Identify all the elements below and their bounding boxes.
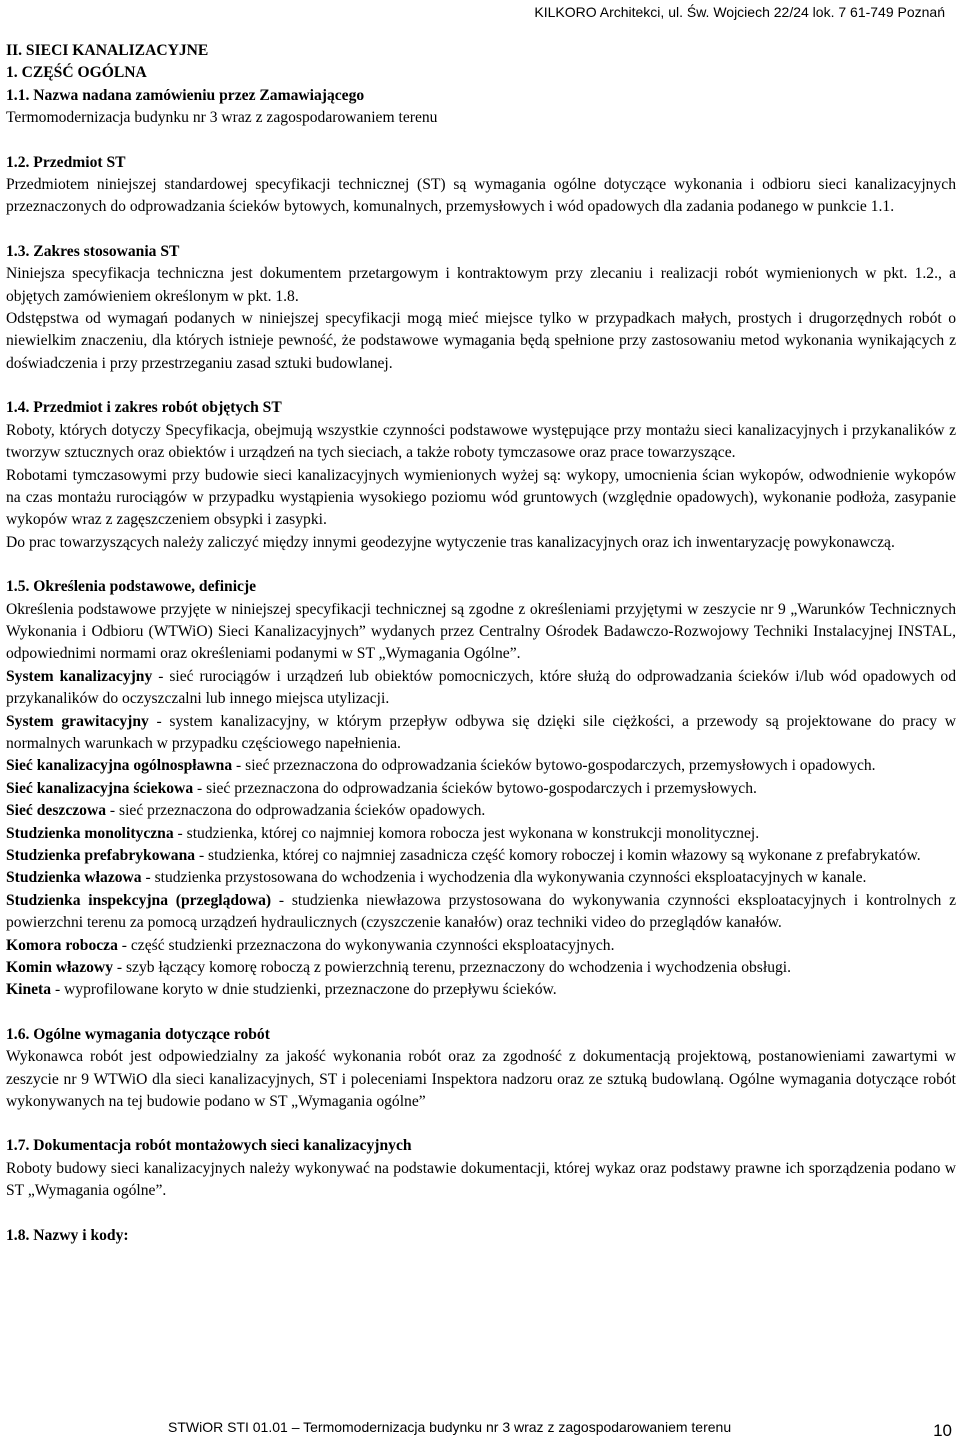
- section-title-1-1: 1.1. Nazwa nadana zamówieniu przez Zamawiającego: [6, 86, 365, 104]
- definition-term: Sieć kanalizacyjna ogólnospławna: [6, 757, 233, 775]
- definition-term: System grawitacyjny: [6, 712, 149, 730]
- section-1-4-text-3: Do prac towarzyszących należy zaliczyć między innymi geodezyjne wytyczenie tras kanalizacyjnych oraz ich inwentaryzację powykonawczą.: [6, 533, 895, 551]
- definition-desc: - wyprofilowane koryto w dnie studzienki, przeznaczone do przepływu ścieków.: [51, 981, 557, 999]
- page-footer: STWiOR STI 01.01 – Termomodernizacja budynku nr 3 wraz z zagospodarowaniem terenu: [168, 1419, 732, 1435]
- definition-term: Studzienka włazowa: [6, 869, 142, 887]
- definition-term: Sieć deszczowa: [6, 802, 107, 820]
- definition-item: [6, 778, 956, 800]
- definition-desc: - sieć przeznaczona do odprowadzania ścieków bytowo-gospodarczych, przemysłowych i opadowych.: [232, 757, 876, 775]
- definition-term: Komin włazowy: [6, 959, 113, 977]
- definitions-list: [6, 666, 956, 1002]
- definition-desc: - sieć rurociągów i urządzeń lub obiektów pomocniczych, które służą do odprowadzania ścieków i/lub wód opadowych od przykanalików do oczyszczalni lub innego miejsca utylizacji.: [6, 667, 956, 708]
- definition-item: [6, 666, 956, 711]
- section-title-1: 1. CZĘŚĆ OGÓLNA: [6, 64, 147, 82]
- definition-desc: - studzienka, której co najmniej zasadnicza część komory roboczej i komin włazowy są wykonane z prefabrykatów.: [195, 847, 921, 864]
- definition-term: System kanalizacyjny: [6, 667, 153, 685]
- definition-desc: - szyb łączący komorę roboczą z powierzchnią terenu, przeznaczony do wchodzenia i wychodzenia obsługi.: [113, 959, 792, 977]
- definition-desc: - system kanalizacyjny, w którym przepływ odbywa się dzięki sile ciężkości, a przewody są projektowane do pracy w normalnych warunkach w przypadku częściowego napełnienia.: [6, 712, 956, 752]
- definition-term: Komora robocza: [6, 936, 118, 954]
- page-header: KILKORO Architekci, ul. Św. Wojciech 22/24 lok. 7 61-749 Poznań: [534, 4, 945, 20]
- section-1-5-text: Określenia podstawowe przyjęte w niniejszej specyfikacji technicznej są zgodne z określeniami przyjętymi w zeszycie nr 9 „Warunków Technicznych Wykonania i Odbioru (WTWiO) Sieci Kanalizacyjnych” wydanych przez Centralny Ośrodek Badawczo-Rozwojowy Techniki Instalacyjnej INSTAL, odpowiednimi normami oraz określeniami podanymi w ST „Wymagania Ogólne”.: [6, 600, 956, 663]
- page-number: 10: [933, 1421, 952, 1440]
- definition-item: [6, 979, 956, 1001]
- definition-item: [6, 845, 956, 867]
- definition-term: Sieć kanalizacyjna ściekowa: [6, 779, 194, 797]
- definition-item: [6, 890, 956, 935]
- definition-item: [6, 867, 956, 889]
- section-1-3-text-1: Niniejsza specyfikacja techniczna jest dokumentem przetargowym i kontraktowym przy zlecaniu i realizacji robót wymienionych w pkt. 1.2., a objętych zamówieniem określonym w pkt. 1.8.: [6, 265, 956, 305]
- definition-item: [6, 935, 956, 957]
- section-1-2-text: Przedmiotem niniejszej standardowej specyfikacji technicznej (ST) są wymagania ogólne dotyczące wykonania i odbioru sieci kanalizacyjnych przeznaczonych do odprowadzania ścieków bytowych, komunalnych, przemysłowych i wód opadowych dla zadania podanego w punkcie 1.1.: [6, 176, 956, 216]
- section-1-6-text: Wykonawca robót jest odpowiedzialny za jakość wykonania robót oraz za zgodność z dokumentacją projektową, postanowieniami zawartymi w zeszycie nr 9 WTWiO dla sieci kanalizacyjnych, ST i poleceniami Inspektora nadzoru oraz ze sztuką budowlaną. Ogólne wymagania dotyczące robót wykonywanych na tej budowie podano w ST „Wymagania ogólne”: [6, 1048, 956, 1111]
- definition-item: [6, 800, 956, 822]
- section-title-1-5: 1.5. Określenia podstawowe, definicje: [6, 578, 257, 596]
- definition-term: Studzienka inspekcyjna (przeglądowa): [6, 891, 272, 909]
- section-title-main: II. SIECI KANALIZACYJNE: [6, 42, 209, 59]
- definition-desc: - sieć przeznaczona do odprowadzania ścieków bytowo-gospodarczych i przemysłowych.: [193, 779, 757, 797]
- section-1-3-text-2: Odstępstwa od wymagań podanych w niniejszej specyfikacji mogą mieć miejsce tylko w przypadkach małych, prostych i drugorzędnych robót o niewielkim znaczeniu, dla których istnieje pewność, że podstawowe wymagania będą spełnione przy zastosowaniu metod wykonania wynikających z doświadczenia i przy przestrzeganiu zasad sztuki budowlanej.: [6, 310, 956, 372]
- definition-item: [6, 755, 956, 777]
- section-title-1-8: 1.8. Nazwy i kody:: [6, 1226, 129, 1244]
- section-1-4-text-1: Roboty, których dotyczy Specyfikacja, obejmują wszystkie czynności podstawowe występujące przy montażu sieci kanalizacyjnych i przykanalików z tworzyw sztucznych oraz obiektów i urządzeń na tych sieciach, a także roboty tymczasowe oraz prace towarzyszące.: [6, 421, 956, 462]
- definition-term: Studzienka prefabrykowana: [6, 847, 196, 864]
- definition-item: [6, 711, 956, 756]
- section-title-1-7: 1.7. Dokumentacja robót montażowych sieci kanalizacyjnych: [6, 1137, 412, 1155]
- section-1-7-text: Roboty budowy sieci kanalizacyjnych należy wykonywać na podstawie dokumentacji, której wykaz oraz podstawy prawne ich sporządzenia podano w ST „Wymagania ogólne”.: [6, 1159, 956, 1200]
- section-1-4-text-2: Robotami tymczasowymi przy budowie sieci kanalizacyjnych wymienionych wyżej są: wykopy, umocnienia ścian wykopów, odwodnienie wykopów na czas montażu rurociągów w przypadku wystąpienia wysokiego poziomu wód gruntowych (względnie opadowych), wykonanie podłoża, zasypanie wykopów wraz z zagęszczeniem obsypki i zasypki.: [6, 466, 956, 529]
- definition-desc: - część studzienki przeznaczona do wykonywania czynności eksploatacyjnych.: [117, 936, 615, 954]
- definition-term: Kineta: [6, 981, 52, 999]
- definition-desc: - sieć przeznaczona do odprowadzania ścieków opadowych.: [106, 802, 486, 820]
- section-title-1-6: 1.6. Ogólne wymagania dotyczące robót: [6, 1025, 270, 1043]
- section-title-1-2: 1.2. Przedmiot ST: [6, 153, 126, 171]
- definition-desc: - studzienka, której co najmniej komora robocza jest wykonana w konstrukcji monolitycznej.: [173, 824, 760, 842]
- definition-term: Studzienka monolityczna: [6, 824, 174, 842]
- section-1-1-text: Termomodernizacja budynku nr 3 wraz z zagospodarowaniem terenu: [6, 109, 438, 127]
- document-body: [6, 40, 956, 1247]
- section-title-1-3: 1.3. Zakres stosowania ST: [6, 242, 180, 260]
- definition-item: [6, 823, 956, 845]
- definition-item: [6, 957, 956, 979]
- definition-desc: - studzienka przystosowana do wchodzenia i wychodzenia dla wykonywania czynności eksploatacyjnych w kanale.: [141, 869, 867, 887]
- definition-desc: - studzienka niewłazowa przystosowana do wykonywania czynności eksploatacyjnych i kontrolnych z powierzchni terenu za pomocą urządzeń hydraulicznych (czyszczenie kanałów) oraz techniki video do przeglądów kanałów.: [6, 891, 956, 932]
- section-title-1-4: 1.4. Przedmiot i zakres robót objętych ST: [6, 399, 282, 417]
